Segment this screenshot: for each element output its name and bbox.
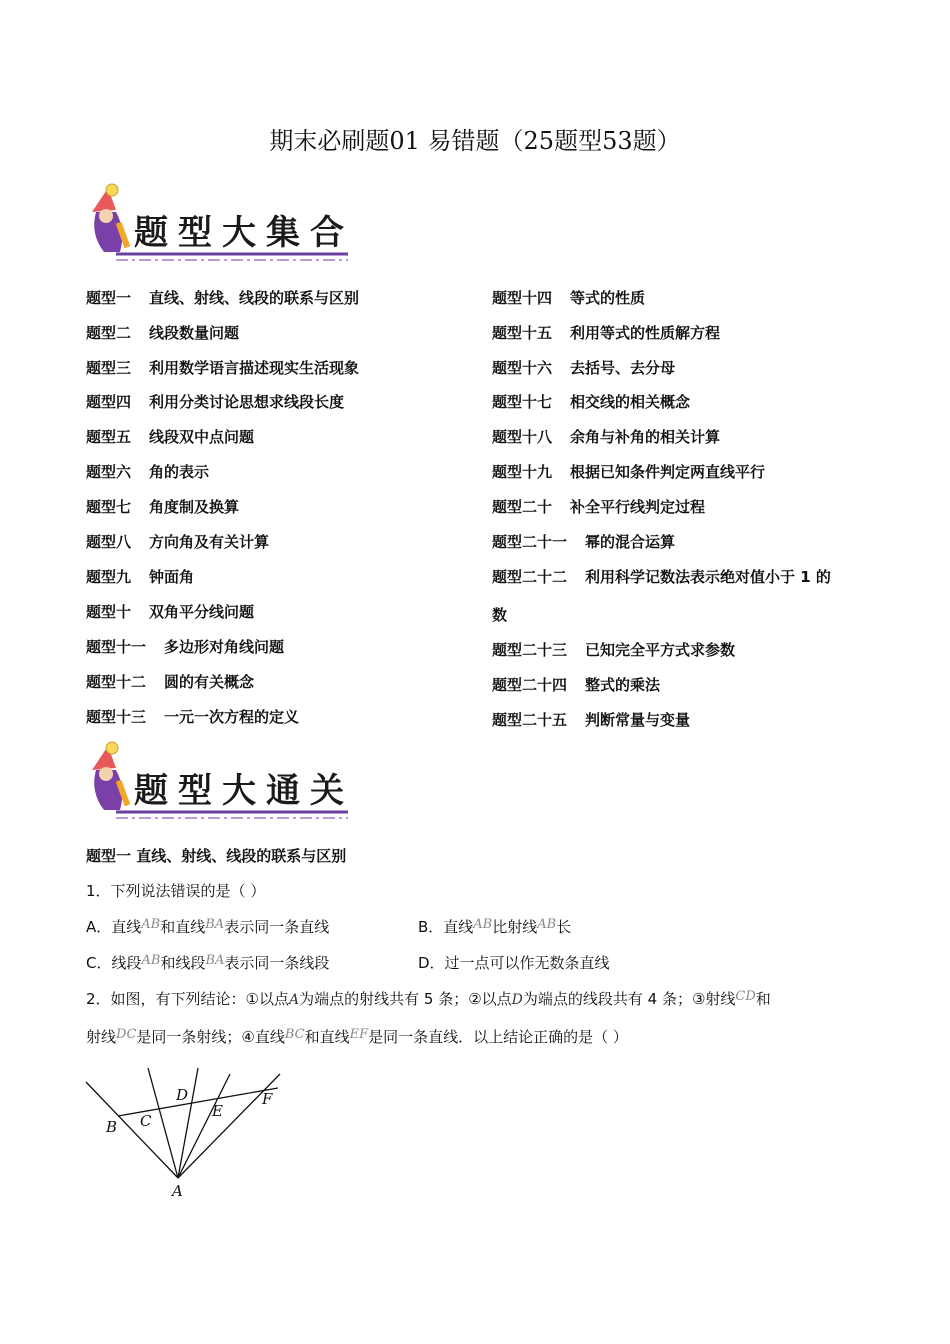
toc-num: 题型二十五 <box>492 711 568 729</box>
toc-text: 数 <box>492 606 508 624</box>
toc-item[interactable] <box>86 391 344 412</box>
toc-item[interactable] <box>86 531 269 552</box>
toc-num: 题型五 <box>86 428 132 446</box>
option-text: A．直线 <box>86 918 142 936</box>
toc-num: 题型二十一 <box>492 533 568 551</box>
label-f: F <box>262 1090 273 1108</box>
toc-item[interactable] <box>86 636 284 657</box>
toc-text: 利用等式的性质解方程 <box>570 324 721 342</box>
toc-text: 角度制及换算 <box>149 498 240 516</box>
toc-text: 根据已知条件判定两直线平行 <box>570 463 766 481</box>
toc-item[interactable] <box>86 357 359 378</box>
option-text: 长 <box>556 918 572 936</box>
toc-item[interactable] <box>492 709 690 730</box>
toc-num: 题型十三 <box>86 708 147 726</box>
math-symbol: BA <box>205 917 225 932</box>
toc-text: 方向角及有关计算 <box>149 533 270 551</box>
toc-text: 已知完全平方式求参数 <box>585 641 736 659</box>
toc-num: 题型二十四 <box>492 676 568 694</box>
toc-text: 利用分类讨论思想求线段长度 <box>149 393 345 411</box>
toc-item[interactable] <box>492 426 720 447</box>
toc-num: 题型十九 <box>492 463 553 481</box>
toc-text: 直线、射线、线段的联系与区别 <box>149 289 360 307</box>
toc-item[interactable] <box>86 566 194 587</box>
toc-num: 题型七 <box>86 498 132 516</box>
toc-num: 题型十八 <box>492 428 553 446</box>
toc-text: 线段双中点问题 <box>149 428 255 446</box>
toc-text: 钟面角 <box>149 568 195 586</box>
toc-item[interactable] <box>492 357 675 378</box>
question-text: 为端点的线段共有 4 条；③射线 <box>522 990 736 1008</box>
toc-item[interactable] <box>86 322 239 343</box>
toc-item[interactable] <box>86 426 254 447</box>
math-symbol: D <box>511 992 523 1008</box>
toc-num: 题型二十二 <box>492 568 568 586</box>
question-2-line-2 <box>86 1026 628 1047</box>
toc-text: 等式的性质 <box>570 289 646 307</box>
toc-item[interactable] <box>492 674 660 695</box>
toc-num: 题型十七 <box>492 393 553 411</box>
question-text: 和直线 <box>304 1028 350 1046</box>
question-1-stem: 1．下列说法错误的是（ ） <box>86 882 266 900</box>
toc-num: 题型二十三 <box>492 641 568 659</box>
toc-num: 题型十二 <box>86 673 147 691</box>
toc-num: 题型二十 <box>492 498 553 516</box>
question-text: 是同一条射线；④直线 <box>136 1028 285 1046</box>
banner-pass <box>86 740 356 822</box>
toc-item[interactable] <box>492 391 690 412</box>
math-symbol: AB <box>473 917 493 932</box>
option-a[interactable] <box>86 916 329 937</box>
option-text: D．过一点可以作无数条直线 <box>418 954 610 972</box>
math-symbol: BA <box>205 953 225 968</box>
question-text: 是同一条直线．以上结论正确的是（ ） <box>368 1028 628 1046</box>
option-b[interactable] <box>418 916 571 937</box>
option-text: B．直线 <box>418 918 474 936</box>
option-text: 表示同一条线段 <box>224 954 330 972</box>
geometry-figure <box>84 1068 294 1208</box>
option-text: 和线段 <box>160 954 206 972</box>
toc-text: 一元一次方程的定义 <box>164 708 300 726</box>
toc-text: 相交线的相关概念 <box>570 393 691 411</box>
toc-item[interactable] <box>492 639 735 660</box>
label-c: C <box>140 1112 152 1130</box>
toc-item[interactable] <box>86 601 254 622</box>
question-text: 为端点的射线共有 5 条；②以点 <box>299 990 512 1008</box>
option-text: 和直线 <box>160 918 206 936</box>
ray-line <box>86 1082 178 1178</box>
label-a: A <box>172 1182 183 1200</box>
toc-num: 题型十一 <box>86 638 147 656</box>
toc-item[interactable] <box>86 671 254 692</box>
option-text: 比射线 <box>492 918 538 936</box>
page-title: 期末必刷题01 易错题（25题型53题） <box>269 127 681 155</box>
banner-pass-text: 题型大通关 <box>134 771 354 811</box>
label-b: B <box>106 1118 118 1136</box>
question-2-line-1 <box>86 988 771 1009</box>
option-text: 表示同一条直线 <box>224 918 330 936</box>
math-symbol: A <box>289 992 300 1008</box>
toc-item[interactable] <box>492 496 705 517</box>
math-symbol: AB <box>141 953 161 968</box>
toc-item[interactable] <box>492 566 831 587</box>
toc-num: 题型十 <box>86 603 132 621</box>
toc-text: 补全平行线判定过程 <box>570 498 706 516</box>
toc-item[interactable] <box>492 287 645 308</box>
math-symbol: AB <box>141 917 161 932</box>
option-text: C．线段 <box>86 954 142 972</box>
toc-num: 题型十五 <box>492 324 553 342</box>
toc-num: 题型六 <box>86 463 132 481</box>
math-symbol: AB <box>537 917 557 932</box>
banner-collection-text: 题型大集合 <box>134 213 354 253</box>
toc-num: 题型十四 <box>492 289 553 307</box>
toc-text: 利用科学记数法表示绝对值小于 1 的 <box>585 568 831 586</box>
math-symbol: BC <box>284 1027 305 1042</box>
toc-num: 题型四 <box>86 393 132 411</box>
toc-text: 圆的有关概念 <box>164 673 255 691</box>
toc-text: 整式的乘法 <box>585 676 661 694</box>
toc-text: 角的表示 <box>149 463 210 481</box>
toc-item[interactable] <box>86 496 239 517</box>
toc-item[interactable] <box>492 322 720 343</box>
toc-text: 幂的混合运算 <box>585 533 676 551</box>
toc-num: 题型二 <box>86 324 132 342</box>
question-text: 射线 <box>86 1028 117 1046</box>
banner-collection <box>86 182 356 264</box>
label-e: E <box>212 1102 223 1120</box>
toc-item-continuation <box>492 604 507 625</box>
question-text: 和 <box>755 990 771 1008</box>
toc-item[interactable] <box>86 706 299 727</box>
toc-text: 去括号、去分母 <box>570 359 676 377</box>
toc-num: 题型三 <box>86 359 132 377</box>
section-heading: 题型一 直线、射线、线段的联系与区别 <box>86 847 347 865</box>
toc-item[interactable] <box>86 287 359 308</box>
toc-num: 题型九 <box>86 568 132 586</box>
toc-text: 双角平分线问题 <box>149 603 255 621</box>
toc-text: 判断常量与变量 <box>585 711 691 729</box>
question-text: 2．如图，有下列结论：①以点 <box>86 990 289 1008</box>
toc-num: 题型一 <box>86 289 132 307</box>
toc-num: 题型八 <box>86 533 132 551</box>
math-symbol: DC <box>116 1027 137 1042</box>
toc-text: 利用数学语言描述现实生活现象 <box>149 359 360 377</box>
toc-text: 线段数量问题 <box>149 324 240 342</box>
math-symbol: CD <box>735 989 756 1004</box>
math-symbol: EF <box>349 1027 369 1042</box>
toc-num: 题型十六 <box>492 359 553 377</box>
toc-item[interactable] <box>492 461 765 482</box>
option-c[interactable] <box>86 952 329 973</box>
label-d: D <box>176 1086 189 1104</box>
toc-text: 余角与补角的相关计算 <box>570 428 721 446</box>
toc-item[interactable] <box>86 461 209 482</box>
toc-text: 多边形对角线问题 <box>164 638 285 656</box>
option-d[interactable] <box>418 952 610 973</box>
toc-item[interactable] <box>492 531 675 552</box>
